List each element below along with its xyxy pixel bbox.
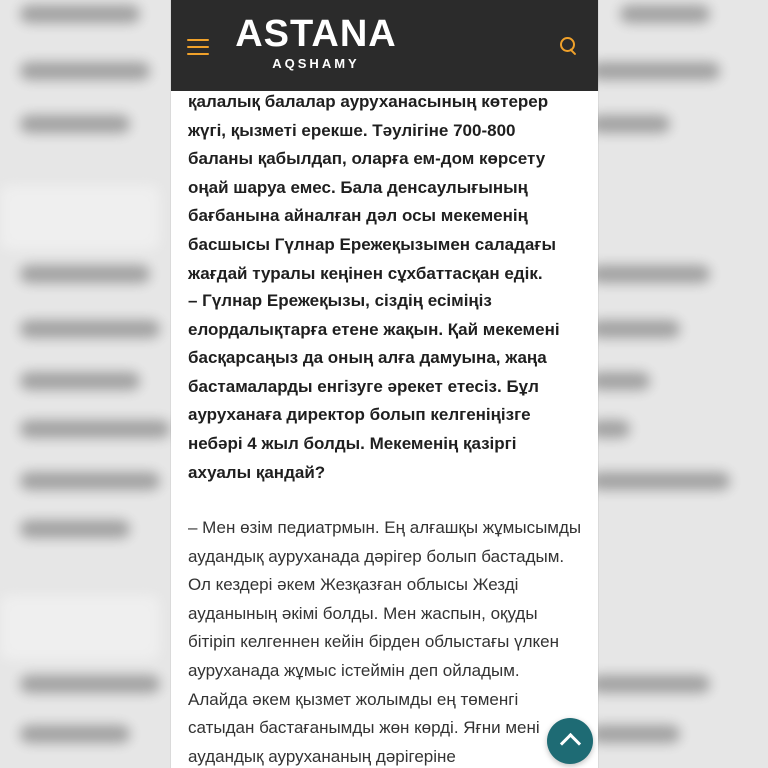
article-viewport [171, 0, 598, 768]
chevron-up-icon [560, 733, 581, 754]
site-header [171, 0, 598, 91]
hamburger-icon[interactable] [187, 38, 209, 56]
logo-subtitle: AQSHAMY [272, 56, 360, 71]
site-logo[interactable] [231, 14, 401, 72]
article-paragraph-3: – Мен өзім педиатрмын. Ең алғашқы жұмысымды аудандық ауруханада дәрігер болып бастадым. Ол кездері әкем Жезқазған облысы Жезді ауданының әкімі болды. Мен жаспын, оқуды бітіріп келгеннен кейін бірден облыстағы үлкен ауруханада жұмыс істеймін деп ойладым. Алайда әкем қызмет жолымды ең төменгі сатыдан бастағанымды жөн көрді. Яғни мені аудандық аурухананың дәрігеріне [188, 518, 582, 766]
search-icon-ring [560, 37, 575, 52]
scroll-to-top-button[interactable] [547, 718, 593, 764]
article-paragraph-2: – Гүлнар Ережеқызы, сіздің есіміңіз елордалықтарға етене жақын. Қай мекемені басқарсаңыз да оның алға дамуына, жаңа бастамаларды енгізуге әрекет етесіз. Бұл ауруханаға директор болып келгеніңізге небәрі 4 жыл болды. Мекеменің қазіргі ахуалы қандай? [188, 291, 560, 482]
search-icon[interactable] [558, 36, 578, 56]
logo-title: ASTANA [235, 13, 397, 55]
article-paragraph-1: қалалық балалар ауруханасының көтерер жүгі, қызметі ерекше. Тәулігіне 700-800 баланы қабылдап, оларға ем-дом көрсету оңай шаруа емес. Бала денсаулығының бағбанына айналған дәл осы мекеменің басшысы Гүлнар Ережеқызымен саладағы жағдай туралы кеңінен сұхбаттасқан едік. [188, 92, 556, 283]
